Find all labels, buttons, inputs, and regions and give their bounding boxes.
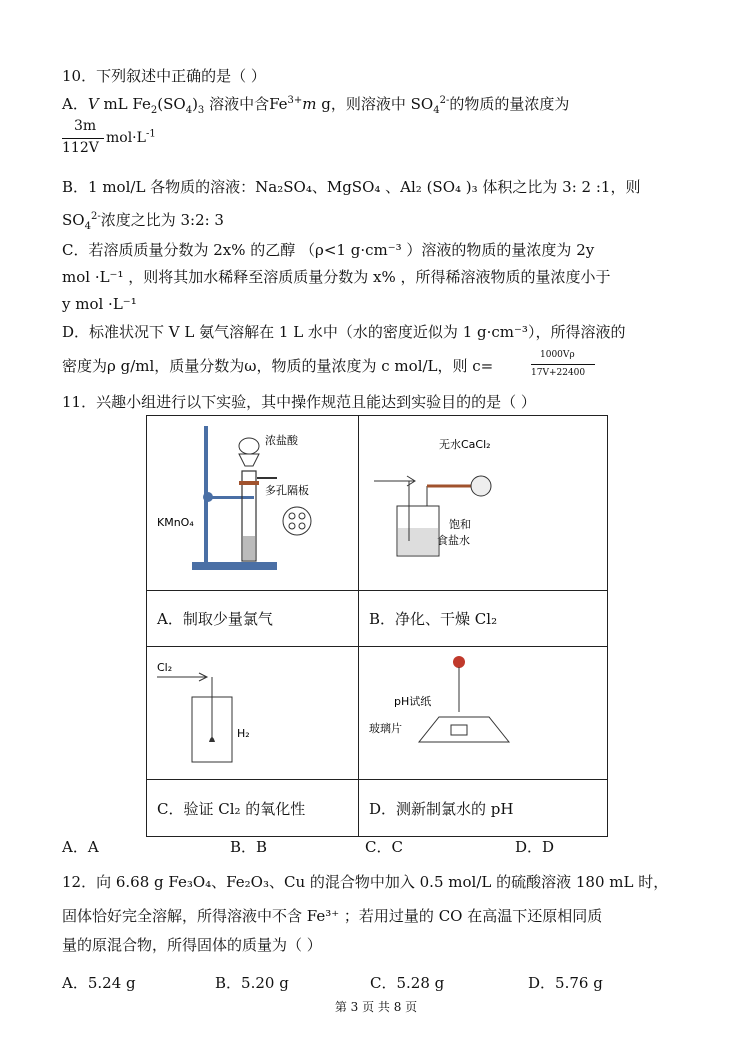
q10-option-d-line2: 密度为ρ g/ml，质量分数为ω，物质的量浓度为 c mol/L，则 c= xyxy=(62,357,494,375)
apparatus-c-diagram xyxy=(147,647,358,775)
caption-b: B．净化、干燥 Cl₂ xyxy=(359,591,608,647)
q12-line1: 12．向 6.68 g Fe₃O₄、Fe₂O₃、Cu 的混合物中加入 0.5 mol/L 的硫酸溶液 180 mL 时， xyxy=(62,873,669,891)
q11-option-b[interactable]: B．B xyxy=(230,838,268,856)
label-cl2-inlet: Cl₂ xyxy=(157,661,173,674)
q11-option-a[interactable]: A．A xyxy=(62,838,99,856)
q10-option-c-line1: C．若溶质质量分数为 2x% 的乙醇 （ρ<1 g·cm⁻³ ）溶液的物质的量浓度为 2y xyxy=(62,241,595,259)
q12-option-a[interactable]: A．5.24 g xyxy=(62,974,136,992)
label-brine: 食盐水 xyxy=(437,534,470,547)
caption-c: C．验证 Cl₂ 的氧化性 xyxy=(147,780,359,837)
page-footer: 第 3 页 共 8 页 xyxy=(334,1000,418,1014)
q10-option-d-line1: D．标准状况下 V L 氨气溶解在 1 L 水中（水的密度近似为 1 g·cm⁻³），所得溶液的 xyxy=(62,323,626,341)
apparatus-d-diagram xyxy=(359,647,607,775)
q11-stem: 11．兴趣小组进行以下实验，其中操作规范且能达到实验目的的是（ ） xyxy=(62,393,536,411)
label-ph-paper: pH试纸 xyxy=(394,695,432,708)
q12-line3: 量的原混合物，所得固体的质量为（ ） xyxy=(62,936,322,954)
q10-option-b-line1: B．1 mol/L 各物质的溶液：Na₂SO₄、MgSO₄ 、Al₂ (SO₄ )₃ 体积之比为 3: 2 :1，则 xyxy=(62,178,641,196)
q12-option-b[interactable]: B．5.20 g xyxy=(215,974,289,992)
q10-option-c-line2: mol ·L⁻¹ ，则将其加水稀释至溶质质量分数为 x% ，所得稀溶液物质的量浓度小于 xyxy=(62,268,611,286)
q12-option-d[interactable]: D．5.76 g xyxy=(528,974,603,992)
q11-experiment-table xyxy=(146,415,608,837)
apparatus-b-diagram xyxy=(359,416,607,586)
q10-option-b-line2: $SO_4^{2-}$浓度之比为 3:2: 3 xyxy=(62,211,224,232)
q11-option-c[interactable]: C．C xyxy=(365,838,403,856)
apparatus-a-diagram xyxy=(147,416,358,586)
caption-a: A．制取少量氯气 xyxy=(147,591,359,647)
label-cacl2: 无水CaCl₂ xyxy=(439,438,491,451)
label-conc-hcl: 浓盐酸 xyxy=(265,434,298,447)
q11-option-d[interactable]: D．D xyxy=(515,838,555,856)
q10-option-c-line3: y mol ·L⁻¹ xyxy=(62,295,137,313)
q10-option-a: A．V mL $Fe_2(SO_4)_3$ 溶液中含$Fe^{3+}m$ g，则溶液中 $SO_4^{2-}$的物质的量浓度为 xyxy=(62,95,570,116)
q10-stem: 10．下列叙述中正确的是（ ） xyxy=(62,67,266,85)
cell-a-figure xyxy=(147,416,359,591)
cell-b-figure xyxy=(359,416,608,591)
cell-d-figure xyxy=(359,647,608,780)
caption-d: D．测新制氯水的 pH xyxy=(359,780,608,837)
q12-option-c[interactable]: C．5.28 g xyxy=(370,974,445,992)
label-porous-plate: 多孔隔板 xyxy=(265,484,309,497)
label-kmno4: KMnO₄ xyxy=(157,516,194,529)
cell-c-figure xyxy=(147,647,359,780)
q12-line2: 固体恰好完全溶解，所得溶液中不含 Fe³⁺ ；若用过量的 CO 在高温下还原相同质 xyxy=(62,907,603,925)
label-glass-slide: 玻璃片 xyxy=(369,722,402,735)
label-h2: H₂ xyxy=(237,727,250,740)
label-saturated: 饱和 xyxy=(449,518,471,531)
